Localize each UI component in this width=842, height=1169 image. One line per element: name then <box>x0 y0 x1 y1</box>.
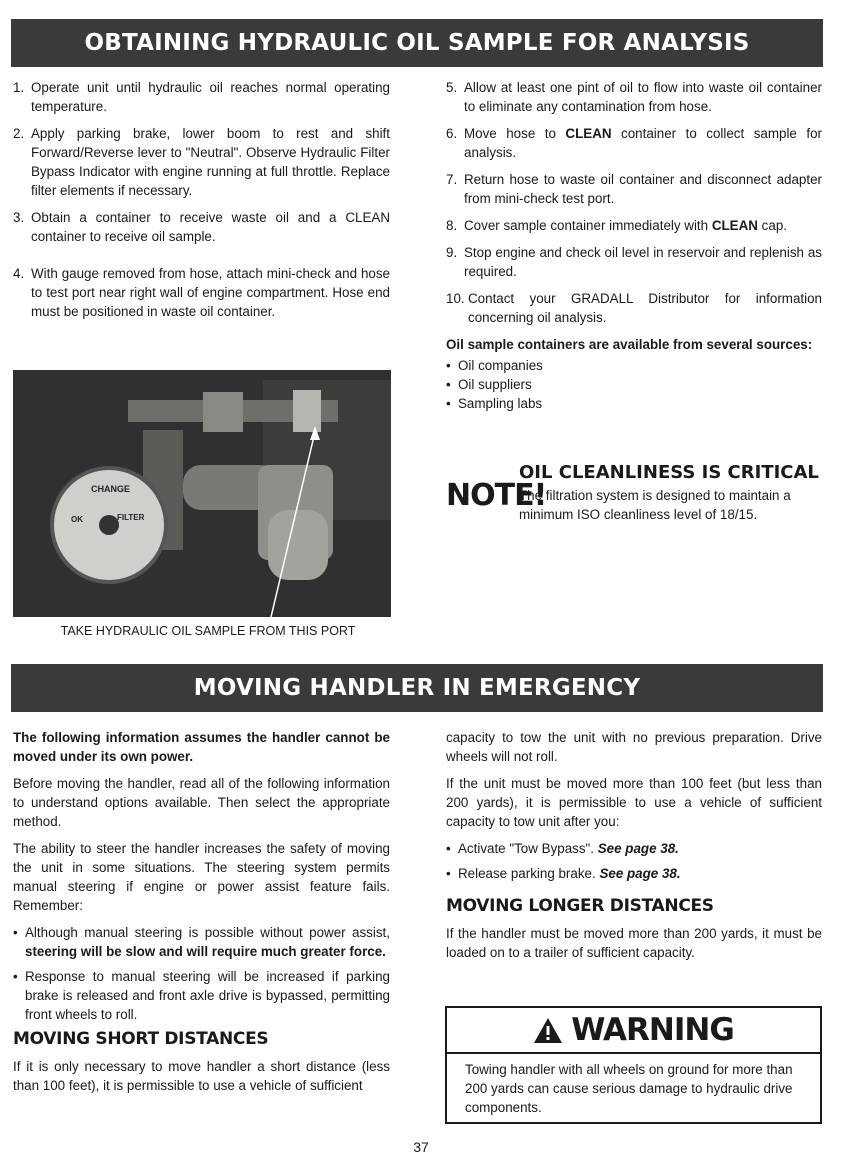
step-number: 7. <box>446 172 458 187</box>
step-5 <box>446 78 822 116</box>
step-7 <box>446 170 822 208</box>
bullet-dot: • <box>446 377 451 392</box>
step-number: 4. <box>13 266 25 281</box>
warning-triangle-icon <box>533 1017 563 1044</box>
step-text <box>464 216 822 235</box>
page-reference-link[interactable]: See page 38. <box>599 866 681 881</box>
bullet-dot: • <box>446 396 451 411</box>
bullet-text-part: Activate "Tow Bypass". <box>458 841 598 856</box>
tow-bullet <box>446 839 822 858</box>
step-text: Stop engine and check oil level in reservoir and replenish as required. <box>464 245 822 279</box>
step-10 <box>446 289 822 327</box>
step-4 <box>13 264 390 321</box>
container-source <box>446 356 822 375</box>
bullet-text <box>25 923 390 961</box>
bullet-text <box>458 839 822 858</box>
step-3 <box>13 208 390 246</box>
engine-compartment-illustration <box>13 370 391 617</box>
container-source-text: Sampling labs <box>458 396 543 411</box>
step-text-part: Cover sample container immediately with <box>464 218 712 233</box>
steering-bullet <box>13 923 390 961</box>
step-number: 6. <box>446 126 458 141</box>
bullet-dot: • <box>13 925 18 940</box>
page-number: 37 <box>413 1139 429 1155</box>
step-1 <box>13 78 390 116</box>
paragraph: If it is only necessary to move handler a short distance (less than 100 feet), it is permissible to use a vehicle of sufficient <box>13 1059 390 1093</box>
emergency-left-column <box>13 728 390 1103</box>
warning-text: Towing handler with all wheels on ground for more than 200 yards can cause serious damage to hydraulic drive components. <box>465 1062 793 1115</box>
step-text-part: Move hose to <box>464 126 566 141</box>
paragraph: If the unit must be moved more than 100 feet (but less than 200 yards), it is permissible to use a vehicle of sufficient capacity to tow unit after you: <box>446 776 822 829</box>
step-2 <box>13 124 390 200</box>
bullet-dot: • <box>13 969 18 984</box>
step-text: Allow at least one pint of oil to flow into waste oil container to eliminate any contamination from hose. <box>464 80 822 114</box>
paragraph: The ability to steer the handler increases the safety of moving the unit in some situations. The steering system permits manual steering if engine or power assist feature fails. Remember: <box>13 841 390 913</box>
step-number: 10. <box>446 291 465 306</box>
step-number: 2. <box>13 126 25 141</box>
step-number: 3. <box>13 210 25 225</box>
steering-bullet <box>13 967 390 1024</box>
step-text: Return hose to waste oil container and disconnect adapter from mini-check test port. <box>464 172 822 206</box>
warning-title: WARNING <box>571 1012 734 1048</box>
container-source-text: Oil companies <box>458 358 543 373</box>
warning-header <box>447 1008 820 1054</box>
intro-statement: The following information assumes the handler cannot be moved under its own power. <box>13 730 390 764</box>
clean-emphasis: CLEAN <box>711 218 758 233</box>
oil-sample-right-column <box>446 78 822 413</box>
step-number: 9. <box>446 245 458 260</box>
section-title-oil-sample: OBTAINING HYDRAULIC OIL SAMPLE FOR ANALYSIS <box>11 19 823 67</box>
bullet-text <box>458 864 822 883</box>
bullet-dot: • <box>446 866 451 881</box>
containers-heading: Oil sample containers are available from several sources: <box>446 337 813 352</box>
photo-caption: TAKE HYDRAULIC OIL SAMPLE FROM THIS PORT <box>60 624 356 638</box>
step-text-part: container to collect sample for analysis. <box>464 126 822 160</box>
page-reference-link[interactable]: See page 38. <box>597 841 679 856</box>
step-9 <box>446 243 822 281</box>
container-source <box>446 394 822 413</box>
test-port-photo <box>13 370 391 617</box>
gauge-label-top: CHANGE <box>91 484 131 494</box>
container-source-text: Oil suppliers <box>458 377 532 392</box>
paragraph: If the handler must be moved more than 200 yards, it must be loaded on to a trailer of sufficient capacity. <box>446 926 822 960</box>
step-number: 5. <box>446 80 458 95</box>
container-source <box>446 375 822 394</box>
note-body: The filtration system is designed to maintain a minimum ISO cleanliness level of 18/15. <box>519 488 791 522</box>
note-label: NOTE! <box>446 478 547 513</box>
oil-sample-left-column <box>13 78 390 329</box>
bullet-text-part: Although manual steering is possible without power assist, <box>25 925 390 940</box>
steering-emphasis: steering will be slow and will require much greater force. <box>25 944 386 959</box>
clean-emphasis: CLEAN <box>565 126 612 141</box>
bullet-dot: • <box>446 358 451 373</box>
section-title-emergency: MOVING HANDLER IN EMERGENCY <box>11 664 823 712</box>
bullet-text: Response to manual steering will be increased if parking brake is released and front axle drive is bypassed, permitting front wheels to roll. <box>25 969 390 1022</box>
longer-distances-heading: MOVING LONGER DISTANCES <box>446 896 714 916</box>
step-text <box>464 124 822 162</box>
step-text: With gauge removed from hose, attach mini-check and hose to test port near right wall of engine compartment. Hose end must be positioned in waste oil container. <box>31 266 390 319</box>
gauge-label-left: OK <box>71 515 83 524</box>
step-text: Contact your GRADALL Distributor for information concerning oil analysis. <box>468 291 822 325</box>
paragraph: Before moving the handler, read all of the following information to understand options available. Then select the appropriate method. <box>13 776 390 829</box>
step-6 <box>446 124 822 162</box>
tow-bullet <box>446 864 822 883</box>
step-text: Obtain a container to receive waste oil and a CLEAN container to receive oil sample. <box>31 210 390 244</box>
note-title: OIL CLEANLINESS IS CRITICAL <box>519 462 819 483</box>
gauge-label-right: FILTER <box>117 513 145 522</box>
bullet-text-part: Release parking brake. <box>458 866 600 881</box>
step-number: 1. <box>13 80 25 95</box>
step-text: Operate unit until hydraulic oil reaches normal operating temperature. <box>31 80 390 114</box>
bullet-dot: • <box>446 841 451 856</box>
short-distances-heading: MOVING SHORT DISTANCES <box>13 1029 269 1049</box>
step-text-part: cap. <box>757 218 787 233</box>
step-8 <box>446 216 822 235</box>
paragraph: capacity to tow the unit with no previous preparation. Drive wheels will not roll. <box>446 730 822 764</box>
emergency-right-column <box>446 728 822 970</box>
step-text: Apply parking brake, lower boom to rest and shift Forward/Reverse lever to "Neutral". Observe Hydraulic Filter Bypass Indicator with engine running at full throttle. Replace filter elements if necessary. <box>31 126 390 198</box>
warning-box <box>445 1006 822 1124</box>
step-number: 8. <box>446 218 458 233</box>
